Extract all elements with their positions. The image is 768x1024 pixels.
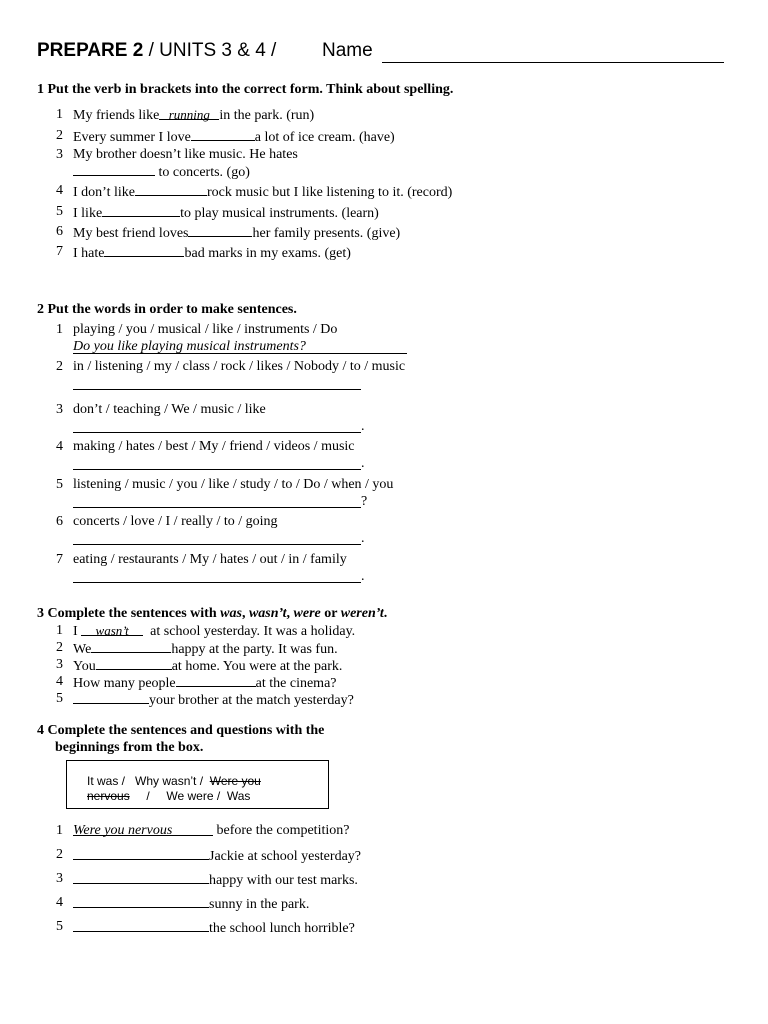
answer-line[interactable] (73, 469, 361, 470)
item-number: 1 (56, 322, 63, 337)
item-text: a lot of ice cream. (have) (254, 130, 395, 145)
answer-line[interactable] (73, 353, 407, 354)
item-text: rock music but I like listening to it. (record) (206, 185, 453, 200)
item-number: 4 (56, 439, 63, 454)
end-punct: . (361, 419, 365, 434)
item-text: in the park. (run) (219, 108, 315, 123)
box-item: We were / (166, 789, 221, 803)
item-number: 1 (56, 623, 63, 638)
item-number: 2 (56, 128, 63, 143)
item-text: I don’t like (73, 185, 135, 200)
item-text: I (73, 624, 78, 639)
answer-blank[interactable] (188, 223, 252, 237)
answer-blank[interactable] (73, 690, 149, 704)
answer-blank[interactable] (135, 182, 207, 196)
section3-title: 3 Complete the sentences with was, wasn’t, were or weren’t. (37, 606, 388, 621)
item-text: at home. You were at the park. (171, 659, 343, 674)
item-text: to play musical instruments. (learn) (180, 206, 379, 221)
answer-line[interactable] (73, 544, 361, 545)
jumbled-words: playing / you / musical / like / instruments / Do (73, 322, 338, 337)
item-text: her family presents. (give) (252, 226, 401, 241)
jumbled-words: eating / restaurants / My / hates / out / in / family (73, 552, 347, 567)
item-number: 3 (56, 147, 63, 162)
section4-title-cont: beginnings from the box. (55, 740, 204, 755)
answer-blank[interactable]: Were you nervous (73, 822, 213, 836)
example-answer: Do you like playing musical instruments? (73, 339, 306, 354)
item-text: We (73, 642, 92, 657)
box-item-used: nervous (87, 789, 130, 803)
item-number: 3 (56, 871, 63, 886)
answer-blank[interactable] (176, 673, 256, 687)
item-text: You (73, 659, 96, 674)
box-item: Was (226, 789, 251, 803)
answer-blank[interactable] (102, 203, 180, 217)
section2-title: 2 Put the words in order to make sentences. (37, 302, 297, 317)
s1-item-cont (73, 162, 250, 181)
end-punct: . (361, 531, 365, 546)
box-item-used: Were you (209, 774, 261, 788)
end-punct: ? (361, 494, 368, 509)
jumbled-words: in / listening / my / class / rock / likes / Nobody / to / music (73, 359, 406, 374)
section4-title: 4 Complete the sentences and questions with the (37, 723, 325, 738)
answer-blank[interactable] (73, 162, 155, 176)
box-separator: / (146, 789, 150, 803)
worksheet-header (37, 40, 276, 62)
item-text: happy with our test marks. (209, 873, 358, 888)
item-text: bad marks in my exams. (get) (184, 246, 351, 261)
answer-line[interactable] (73, 389, 361, 390)
item-text: to concerts. (go) (158, 165, 250, 180)
item-number: 7 (56, 244, 63, 259)
section1-title: 1 Put the verb in brackets into the correct form. Think about spelling. (37, 82, 454, 97)
item-text: before the competition? (216, 823, 350, 838)
item-number: 6 (56, 514, 63, 529)
item-number: 5 (56, 691, 63, 706)
name-label: Name (322, 40, 373, 61)
item-number: 5 (56, 477, 63, 492)
answer-line[interactable] (73, 432, 361, 433)
item-number: 4 (56, 895, 63, 910)
box-item: It was / (87, 774, 126, 788)
name-field[interactable] (382, 62, 724, 63)
item-text: at the cinema? (255, 676, 337, 691)
jumbled-words: don’t / teaching / We / music / like (73, 402, 266, 417)
units-title: / UNITS 3 & 4 / (143, 40, 277, 61)
answer-blank[interactable] (73, 870, 209, 884)
answer-blank[interactable] (73, 894, 209, 908)
item-text: the school lunch horrible? (209, 921, 355, 936)
prepare-title: PREPARE 2 (37, 40, 144, 61)
item-text: I like (73, 206, 103, 221)
word-box (66, 760, 329, 809)
item-number: 2 (56, 847, 63, 862)
item-number: 1 (56, 823, 63, 838)
answer-blank[interactable] (73, 918, 209, 932)
item-number: 2 (56, 359, 63, 374)
answer-line[interactable] (73, 507, 361, 508)
answer-blank[interactable]: wasn’t (81, 622, 143, 636)
item-text: happy at the party. It was fun. (171, 642, 338, 657)
item-number: 7 (56, 552, 63, 567)
item-text: your brother at the match yesterday? (149, 693, 354, 708)
item-text: Every summer I love (73, 130, 191, 145)
item-text: How many people (73, 676, 176, 691)
box-item: Why wasn’t / (135, 774, 204, 788)
item-text: My brother doesn’t like music. He hates (73, 147, 298, 162)
answer-blank[interactable] (104, 243, 184, 257)
end-punct: . (361, 456, 365, 471)
item-text: Jackie at school yesterday? (209, 849, 361, 864)
item-number: 1 (56, 107, 63, 122)
item-number: 5 (56, 204, 63, 219)
answer-blank[interactable] (73, 846, 209, 860)
item-text: My best friend loves (73, 226, 189, 241)
item-text: I hate (73, 246, 105, 261)
answer-blank[interactable]: running (159, 106, 219, 120)
end-punct: . (361, 569, 365, 584)
answer-blank[interactable] (91, 639, 171, 653)
item-text: My friends like (73, 108, 160, 123)
item-text: sunny in the park. (209, 897, 310, 912)
jumbled-words: concerts / love / I / really / to / going (73, 514, 278, 529)
item-number: 2 (56, 640, 63, 655)
item-number: 3 (56, 402, 63, 417)
item-number: 6 (56, 224, 63, 239)
answer-line[interactable] (73, 582, 361, 583)
item-text: at school yesterday. It was a holiday. (150, 624, 356, 639)
jumbled-words: making / hates / best / My / friend / videos / music (73, 439, 355, 454)
jumbled-words: listening / music / you / like / study / to / Do / when / you (73, 477, 394, 492)
answer-blank[interactable] (191, 127, 255, 141)
item-number: 4 (56, 674, 63, 689)
item-number: 3 (56, 657, 63, 672)
item-number: 4 (56, 183, 63, 198)
item-number: 5 (56, 919, 63, 934)
answer-blank[interactable] (96, 656, 172, 670)
